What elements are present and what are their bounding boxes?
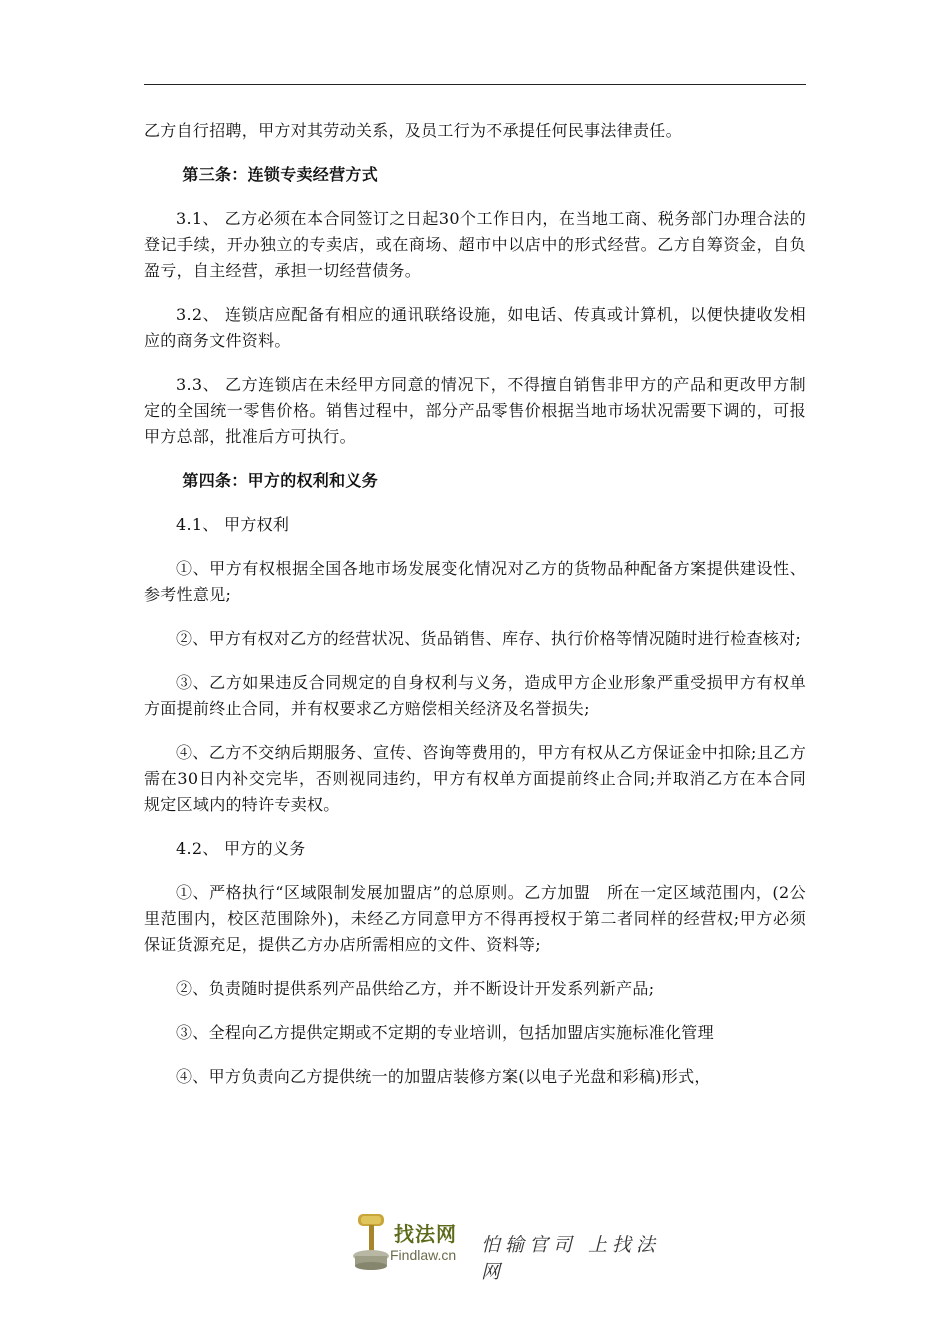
clause-4-1-item-3: ③、乙方如果违反合同规定的自身权利与义务，造成甲方企业形象严重受损甲方有权单方面提前终止合同，并有权要求乙方赔偿相关经济及名誉损失; [144,673,806,718]
clause-3-2: 3.2、 连锁店应配备有相应的通讯联络设施，如电话、传真或计算机，以便快捷收发相应的商务文件资料。 [144,305,806,350]
clause-4-1-item-4: ④、乙方不交纳后期服务、宣传、咨询等费用的，甲方有权从乙方保证金中扣除;且乙方需在30日内补交完毕，否则视同违约，甲方有权单方面提前终止合同;并取消乙方在本合同规定区域内的特许专卖权。 [144,743,806,814]
logo-english-name: Findlaw.cn [390,1247,457,1263]
clause-3-1: 3.1、 乙方必须在本合同签订之日起30个工作日内，在当地工商、税务部门办理合法的登记手续，开办独立的专卖店，或在商场、超市中以店中的形式经营。乙方自筹资金，自负盈亏，自主经营，承担一切经营债务。 [144,209,806,280]
clause-4-2-item-2: ②、负责随时提供系列产品供给乙方，并不断设计开发系列新产品; [176,979,655,998]
clause-4-1-item-1: ①、甲方有权根据全国各地市场发展变化情况对乙方的货物品种配备方案提供建设性、参考性意见; [144,559,806,604]
logo-chinese-name: 找法网 [394,1222,457,1246]
clause-4-1-title: 4.1、 甲方权利 [176,515,290,534]
document-body [144,118,806,1108]
paragraph-1: 乙方自行招聘，甲方对其劳动关系，及员工行为不承提任何民事法律责任。 [144,121,682,140]
clause-3-3: 3.3、 乙方连锁店在未经甲方同意的情况下，不得擅自销售非甲方的产品和更改甲方制定的全国统一零售价格。销售过程中，部分产品零售价根据当地市场状况需要下调的，可报甲方总部，批准后方可执行。 [144,375,806,446]
clause-4-2-title: 4.2、 甲方的义务 [176,839,306,858]
clause-4-2-item-1: ①、严格执行“区域限制发展加盟店”的总原则。乙方加盟 所在一定区域范围内，(2公里范围内，校区范围除外)，未经乙方同意甲方不得再授权于第二者同样的经营权;甲方必须保证货源充足，提供乙方办店所需相应的文件、资料等; [144,883,806,954]
clause-4-1-item-2: ②、甲方有权对乙方的经营状况、货品销售、库存、执行价格等情况随时进行检查核对; [176,629,802,648]
footer-slogan: 怕输官司 上找法网 [481,1234,661,1283]
article-3-heading: 第三条：连锁专卖经营方式 [182,165,378,184]
clause-4-2-item-4: ④、甲方负责向乙方提供统一的加盟店装修方案(以电子光盘和彩稿)形式， [176,1067,711,1086]
gavel-icon [349,1212,395,1274]
article-4-heading: 第四条：甲方的权利和义务 [182,471,378,490]
footer-logo [349,1212,679,1283]
clause-4-2-item-3: ③、全程向乙方提供定期或不定期的专业培训，包括加盟店实施标准化管理 [176,1023,714,1042]
header-rule [144,84,806,85]
